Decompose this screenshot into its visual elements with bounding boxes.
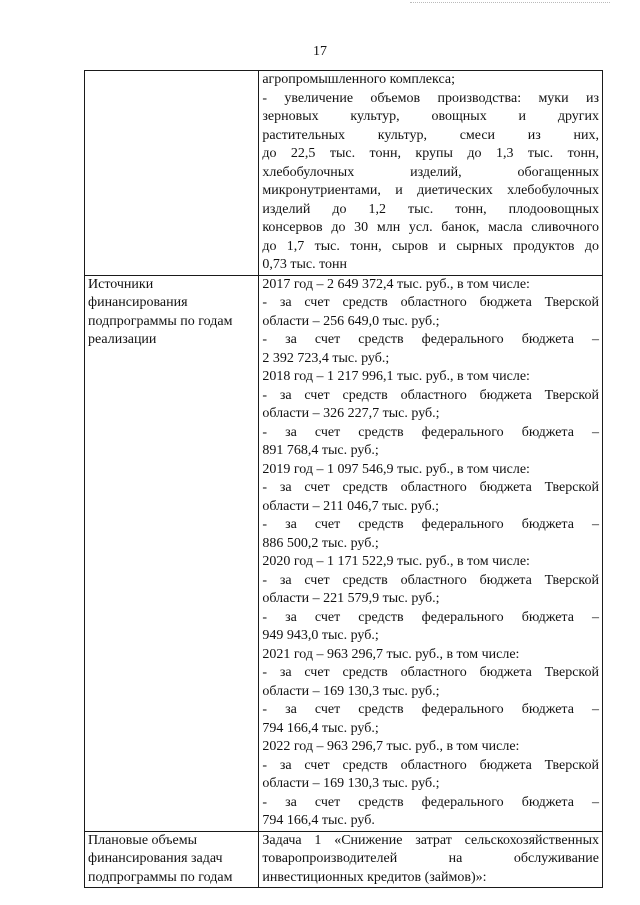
row-content-line: - за счет средств областного бюджета Тверской (262, 387, 599, 403)
passport-table-body (85, 71, 603, 888)
row-content-line: - за счет средств федерального бюджета – (262, 609, 599, 625)
row-content-line: 2017 год – 2 649 372,4 тыс. руб., в том числе: (262, 276, 530, 292)
row-content-line: 886 500,2 тыс. руб.; (262, 535, 379, 551)
row-content-line: хлебобулочных изделий, обогащенных (262, 164, 599, 180)
row-content-line: - за счет средств областного бюджета Тверской (262, 757, 599, 773)
row-content-line: - увеличение объемов производства: муки из (262, 90, 599, 106)
row-label-line: подпрограммы по годам (88, 313, 233, 329)
row-content-line: области – 256 649,0 тыс. руб.; (262, 313, 440, 329)
row-content-cell (259, 275, 603, 831)
row-content-line: до 1,7 тыс. тонн, сыров и сырных продуктов до (262, 238, 599, 254)
row-content-line: области – 221 579,9 тыс. руб.; (262, 591, 440, 606)
row-content-line: растительных культур, смеси из них, (262, 127, 599, 143)
row-content-line: 794 166,4 тыс. руб. (262, 813, 375, 828)
row-content-line: 0,73 тыс. тонн (262, 257, 347, 272)
row-content-line: агропромышленного комплекса; (262, 72, 455, 87)
row-content-line: изделий до 1,2 тыс. тонн, плодоовощных (262, 201, 599, 217)
row-label-line: подпрограммы по годам (88, 869, 233, 885)
table-row (85, 275, 603, 831)
row-content-line: 794 166,4 тыс. руб.; (262, 720, 379, 736)
row-content-line: 2021 год – 963 296,7 тыс. руб., в том числе: (262, 646, 520, 662)
row-content-line: - за счет средств областного бюджета Тверской (262, 295, 599, 310)
row-label-line: Источники (88, 276, 154, 292)
row-label-cell (85, 275, 259, 831)
row-content-line: 949 943,0 тыс. руб.; (262, 628, 379, 643)
row-content-line: Задача 1 «Снижение затрат сельскохозяйственных (262, 832, 599, 848)
row-content-line: 2 392 723,4 тыс. руб.; (262, 350, 390, 366)
table-row (85, 831, 603, 888)
row-content-line: области – 211 046,7 тыс. руб.; (262, 498, 440, 514)
table-row (85, 71, 603, 276)
row-content-cell (259, 71, 603, 276)
row-content-line: области – 169 130,3 тыс. руб.; (262, 683, 440, 699)
row-content-line: 2022 год – 963 296,7 тыс. руб., в том числе: (262, 739, 520, 754)
row-content-line: микронутриентами, и диетических хлебобулочных (262, 183, 599, 198)
row-content-line: 2019 год – 1 097 546,9 тыс. руб., в том числе: (262, 461, 530, 477)
row-label-line: финансирования (88, 295, 188, 310)
row-label-cell (85, 71, 259, 276)
row-content-line: товаропроизводителей на обслуживание (262, 851, 599, 866)
row-content-line: области – 326 227,7 тыс. руб.; (262, 406, 440, 421)
row-content-line: 2020 год – 1 171 522,9 тыс. руб., в том числе: (262, 554, 530, 569)
page-number: 17 (313, 44, 327, 59)
row-label-line: финансирования задач (88, 851, 223, 866)
top-edge-mark (410, 2, 610, 3)
row-content-line: - за счет средств областного бюджета Тверской (262, 480, 599, 495)
row-content-line: - за счет средств федерального бюджета – (262, 794, 599, 810)
row-content-line: - за счет средств федерального бюджета – (262, 424, 599, 440)
row-content-line: - за счет средств федерального бюджета – (262, 517, 599, 532)
row-content-cell (259, 831, 603, 888)
passport-table (84, 70, 603, 888)
row-content-line: 2018 год – 1 217 996,1 тыс. руб., в том числе: (262, 369, 530, 384)
row-label-line: Плановые объемы (88, 832, 198, 848)
row-label-cell (85, 831, 259, 888)
row-content-line: - за счет средств федерального бюджета – (262, 332, 599, 347)
row-label-line: реализации (88, 332, 157, 347)
row-content-line: - за счет средств федерального бюджета – (262, 702, 599, 717)
row-content-line: - за счет средств областного бюджета Тверской (262, 665, 599, 680)
row-content-line: 891 768,4 тыс. руб.; (262, 443, 379, 458)
row-content-line: инвестиционных кредитов (займов)»: (262, 869, 487, 885)
row-content-line: области – 169 130,3 тыс. руб.; (262, 776, 440, 791)
row-content-line: - за счет средств областного бюджета Тверской (262, 572, 599, 588)
row-content-line: до 22,5 тыс. тонн, крупы до 1,3 тыс. тонн, (262, 146, 599, 161)
row-content-line: зерновых культур, овощных и других (262, 109, 599, 124)
row-content-line: консервов до 30 млн усл. банок, масла сливочного (262, 220, 599, 235)
